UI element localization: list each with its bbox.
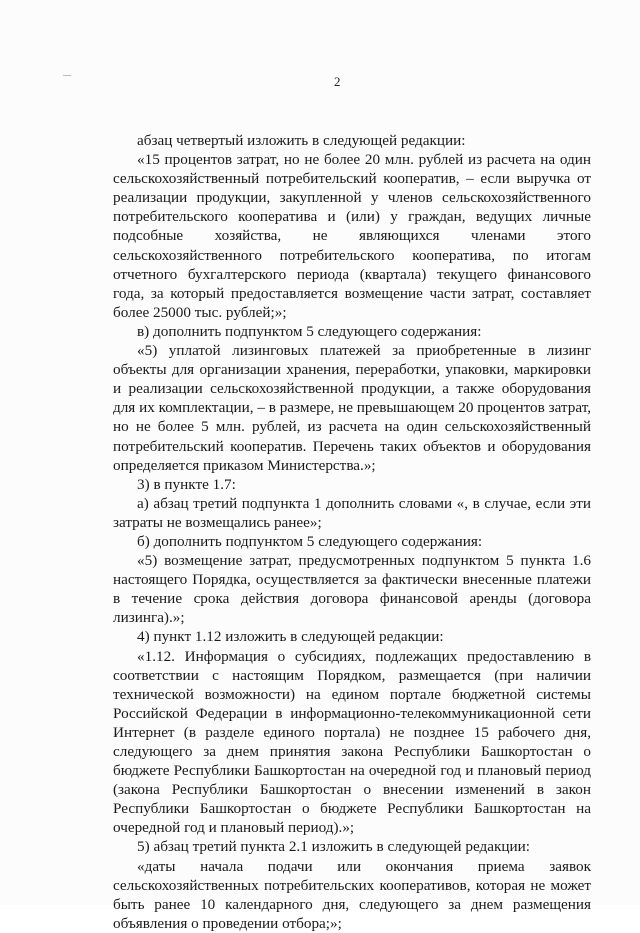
paragraph: «даты начала подачи или окончания приема заявок сельскохозяйственных потребительских кооперативов, которая не может быть ранее 10 календарного дня, следующего за днем размещения объявления о проведении отбора;»; [113,857,591,932]
paragraph: 3) в пункте 1.7: [137,475,236,493]
paragraph: абзац четвертый изложить в следующей редакции: [137,132,466,149]
document-body [113,131,591,933]
paragraph: в) дополнить подпунктом 5 следующего содержания: [137,322,482,340]
paragraph: «5) уплатой лизинговых платежей за приобретенные в лизинг объекты для организации хранения, переработки, упаковки, маркировки и реализации сельскохозяйственной продукции, а также оборудования для их комплектации, – в размере, не превышающем 20 процентов затрат, но не более 5 млн. рублей, из расчета на один сельскохозяйственный потребительский кооператив. Перечень таких объектов и оборудования определяется приказом Министерства.»; [113,342,591,474]
paragraph: 5) абзац третий пункта 2.1 изложить в следующей редакции: [137,838,530,856]
paragraph: «1.12. Информация о субсидиях, подлежащих предоставлению в соответствии с настоящим Порядком, размещается (при наличии технической возможности) на едином портале бюджетной системы Российской Федерации в информационно-телекоммуникационной сети Интернет (в разделе единого портала) не позднее 15 рабочего дня, следующего за днем принятия закона Республики Башкортостан о бюджете Республики Башкортостан на очередной год и плановый период (закона Республики Башкортостан о внесении изменений в закон Республики Башкортостан о бюджете Республики Башкортостан на очередной год и плановый период).»; [113,647,591,837]
paragraph: «5) возмещение затрат, предусмотренных подпунктом 5 пункта 1.6 настоящего Порядка, осуществляется за фактически внесенные платежи в течение срока действия договора финансовой аренды (договора лизинга).»; [113,552,591,627]
paragraph: б) дополнить подпунктом 5 следующего содержания: [137,532,483,550]
paragraph: а) абзац третий подпункта 1 дополнить словами «, в случае, если эти затраты не возмещались ранее»; [113,494,591,531]
scan-mark [63,75,71,76]
page-number: 2 [334,74,341,89]
paragraph: 4) пункт 1.12 изложить в следующей редакции: [137,628,444,646]
paragraph: «15 процентов затрат, но не более 20 млн. рублей из расчета на один сельскохозяйственный потребительский кооператив, – если выручка от реализации продукции, закупленной у членов сельскохозяйственного потребительского кооператива и (или) у граждан, ведущих личные подсобные хозяйства, не являющихся членами этого сельскохозяйственного потребительского кооператива, по итогам отчетного бухгалтерского периода (квартала) текущего финансового года, за который предоставляется возмещение части затрат, составляет более 25000 тыс. рублей;»; [113,151,591,321]
